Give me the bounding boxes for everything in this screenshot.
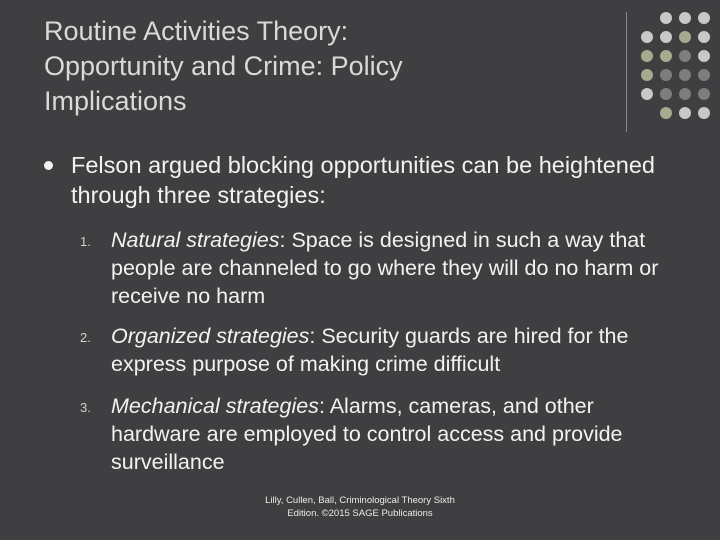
citation-line-1: Lilly, Cullen, Ball, Criminological Theory Sixth <box>265 495 455 506</box>
list-item-emphasis: Natural strategies <box>111 228 280 252</box>
list-item-number: 2. <box>80 330 91 345</box>
list-item-emphasis: Mechanical strategies <box>111 394 319 418</box>
decorative-dot <box>679 69 691 81</box>
list-item-text <box>111 226 680 310</box>
citation-line-2: Edition. ©2015 SAGE Publications <box>287 508 433 519</box>
list-item-text <box>111 392 680 476</box>
main-bullet <box>44 150 684 210</box>
decorative-dot <box>641 69 653 81</box>
title-line-3: Implications <box>44 86 187 116</box>
decorative-dot <box>660 50 672 62</box>
decorative-dot <box>698 69 710 81</box>
decorative-dot <box>679 88 691 100</box>
decorative-dot <box>698 31 710 43</box>
decorative-dot <box>679 107 691 119</box>
decorative-dot <box>698 88 710 100</box>
list-item-description: : Security guards are hired for the express purpose of making crime difficult <box>111 324 629 376</box>
decorative-dot <box>698 50 710 62</box>
title-line-1: Routine Activities Theory: <box>44 16 349 46</box>
decorative-dot <box>641 88 653 100</box>
decorative-dot <box>641 31 653 43</box>
list-item-description: : Space is designed in such a way that people are channeled to go where they will do no harm or receive no harm <box>111 228 659 308</box>
decorative-dot <box>698 12 710 24</box>
main-bullet-text: Felson argued blocking opportunities can be heightened through three strategies: <box>71 152 656 208</box>
list-item-number: 1. <box>80 234 91 249</box>
list-item-mechanical <box>80 392 680 476</box>
decorative-dot <box>660 88 672 100</box>
list-item-text <box>111 322 680 378</box>
decorative-dot <box>679 12 691 24</box>
decorative-dot <box>679 50 691 62</box>
bullet-dot-icon <box>44 161 53 170</box>
list-item-description: : Alarms, cameras, and other hardware are employed to control access and provide surveillance <box>111 394 623 474</box>
decorative-dot <box>660 31 672 43</box>
list-item-emphasis: Organized strategies <box>111 324 310 348</box>
decorative-divider <box>626 12 627 132</box>
list-item-natural <box>80 226 680 310</box>
decorative-dot <box>660 69 672 81</box>
citation <box>240 494 480 520</box>
list-item-organized <box>80 322 680 378</box>
title-line-2: Opportunity and Crime: Policy <box>44 51 403 81</box>
list-item-number: 3. <box>80 400 91 415</box>
decorative-dot <box>660 107 672 119</box>
decorative-dot <box>660 12 672 24</box>
decorative-dot <box>679 31 691 43</box>
decorative-dot <box>641 50 653 62</box>
decorative-dot <box>698 107 710 119</box>
slide-title <box>44 14 604 119</box>
